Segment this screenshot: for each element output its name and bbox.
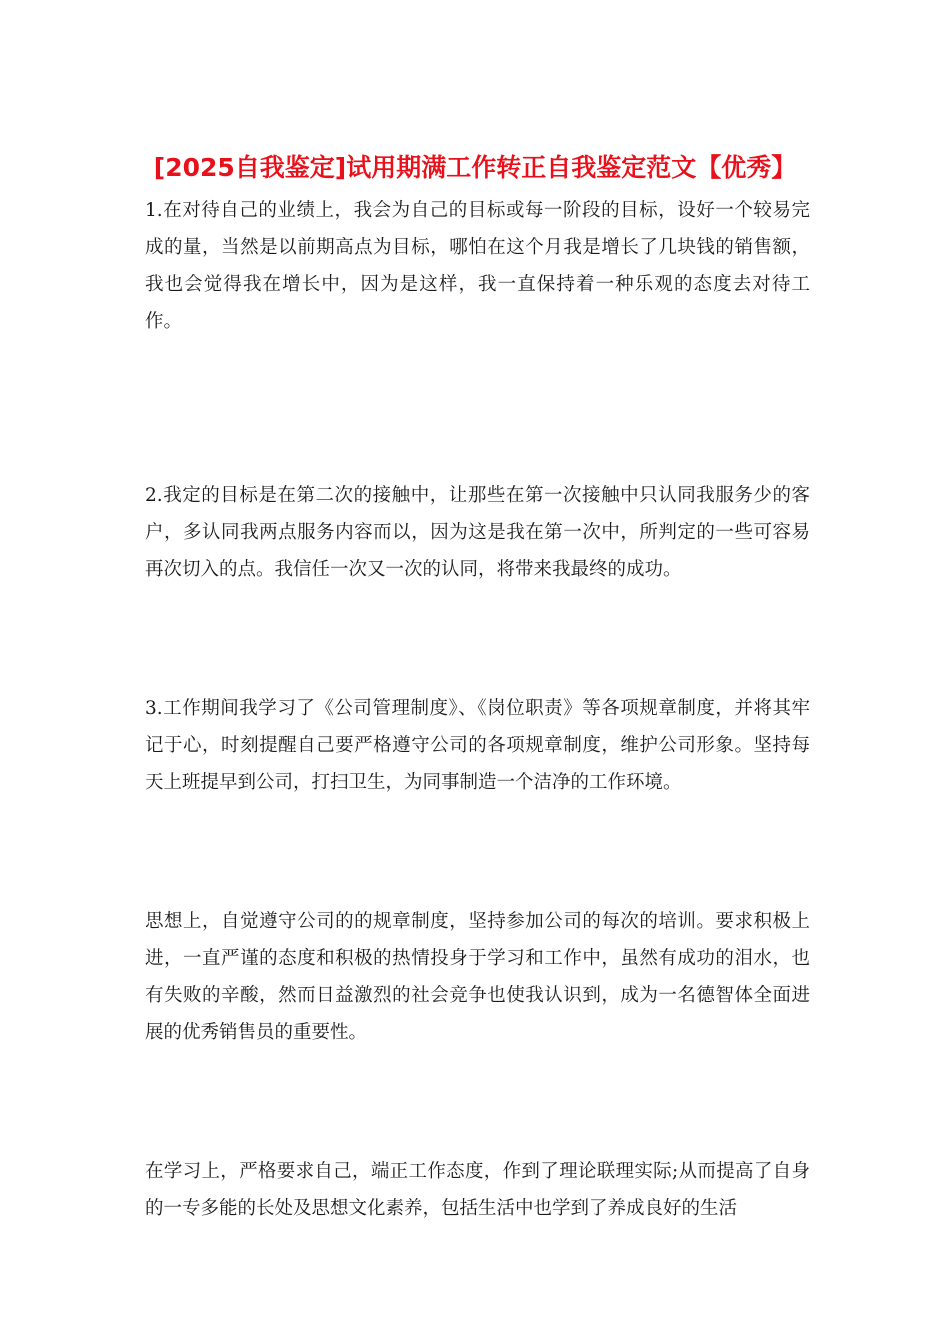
paragraph-3: 3.工作期间我学习了《公司管理制度》、《岗位职责》等各项规章制度，并将其牢记于心，时刻提醒自己要严格遵守公司的各项规章制度，维护公司形象。坚持每天上班提早到公司，打扫卫生，为同事制造一个洁净的工作环境。: [145, 698, 810, 793]
document-title: [2025自我鉴定]试用期满工作转正自我鉴定范文【优秀】: [153, 153, 797, 182]
paragraph-4: 思想上，自觉遵守公司的的规章制度，坚持参加公司的每次的培训。要求积极上进，一直严谨的态度和积极的热情投身于学习和工作中，虽然有成功的泪水，也有失败的辛酸，然而日益激烈的社会竞争也使我认识到，成为一名德智体全面进展的优秀销售员的重要性。: [145, 911, 810, 1043]
paragraph-2: 2.我定的目标是在第二次的接触中，让那些在第一次接触中只认同我服务少的客户，多认同我两点服务内容而以，因为这是我在第一次中，所判定的一些可容易再次切入的点。我信任一次又一次的认同，将带来我最终的成功。: [145, 485, 810, 580]
paragraph-1: 1.在对待自己的业绩上，我会为自己的目标或每一阶段的目标，设好一个较易完成的量，当然是以前期高点为目标，哪怕在这个月我是增长了几块钱的销售额，我也会觉得我在增长中，因为是这样，我一直保持着一种乐观的态度去对待工作。: [145, 200, 810, 332]
paragraph-5: 在学习上，严格要求自己，端正工作态度，作到了理论联理实际;从而提高了自身的一专多能的长处及思想文化素养，包括生活中也学到了养成良好的生活: [145, 1161, 810, 1219]
